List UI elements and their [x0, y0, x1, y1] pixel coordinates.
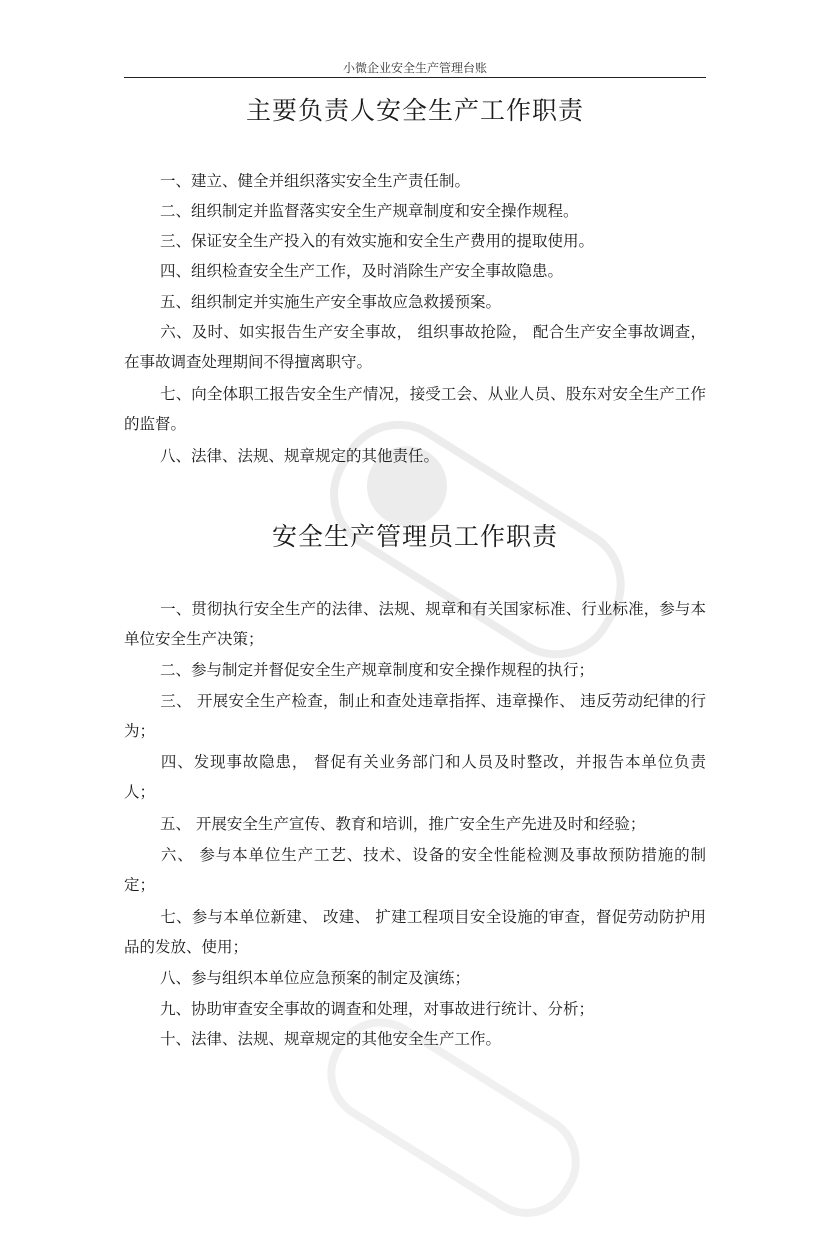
header-divider [124, 77, 706, 78]
section-title-safety-officer-responsibilities: 安全生产管理员工作职责 [271, 522, 558, 551]
duty-paragraph: 八、法律、法规、规章规定的其他责任。 [160, 447, 440, 465]
duty-paragraph: 七、向全体职工报告安全生产情况，接受工会、从业人员、股东对安全生产工作的监督。 [124, 385, 706, 433]
duty-paragraph: 二、参与制定并督促安全生产规章制度和安全操作规程的执行； [160, 661, 595, 679]
section-title-chief-responsibilities: 主要负责人安全生产工作职责 [245, 96, 584, 125]
duty-paragraph: 三、保证安全生产投入的有效实施和安全生产费用的提取使用。 [160, 232, 595, 250]
duty-paragraph: 五、组织制定并实施生产安全事故应急救援预案。 [160, 293, 502, 311]
duty-paragraph: 四、发现事故隐患， 督促有关业务部门和人员及时整改，并报告本单位负责人； [124, 753, 706, 801]
duty-paragraph: 八、参与组织本单位应急预案的制定及演练； [160, 969, 471, 987]
duty-paragraph: 六、 参与本单位生产工艺、技术、设备的安全性能检测及事故预防措施的制定； [124, 846, 706, 894]
duty-paragraph: 三、 开展安全生产检查，制止和查处违章指挥、违章操作、 违反劳动纪律的行为； [124, 692, 706, 740]
duty-paragraph: 十、法律、法规、规章规定的其他安全生产工作。 [160, 1030, 502, 1048]
duty-paragraph: 五、 开展安全生产宣传、教育和培训，推广安全生产先进及时和经验； [160, 815, 646, 833]
duty-paragraph: 一、贯彻执行安全生产的法律、法规、规章和有关国家标准、行业标准，参与本单位安全生产决策； [124, 600, 706, 648]
duty-paragraph: 六、及时、如实报告生产安全事故， 组织事故抢险， 配合生产安全事故调查，在事故调查处理期间不得擅离职守。 [124, 323, 706, 371]
duty-paragraph: 一、建立、健全并组织落实安全生产责任制。 [160, 172, 471, 190]
duty-paragraph: 四、组织检查安全生产工作，及时消除生产安全事故隐患。 [160, 262, 564, 280]
duty-paragraph: 二、组织制定并监督落实安全生产规章制度和安全操作规程。 [160, 202, 579, 220]
duty-paragraph: 七、参与本单位新建、 改建、 扩建工程项目安全设施的审查，督促劳动防护用品的发放、使用； [124, 908, 706, 956]
duty-paragraph: 九、协助审查安全事故的调查和处理，对事故进行统计、分析； [160, 1000, 595, 1018]
running-header: 小微企业安全生产管理台账 [342, 61, 487, 75]
